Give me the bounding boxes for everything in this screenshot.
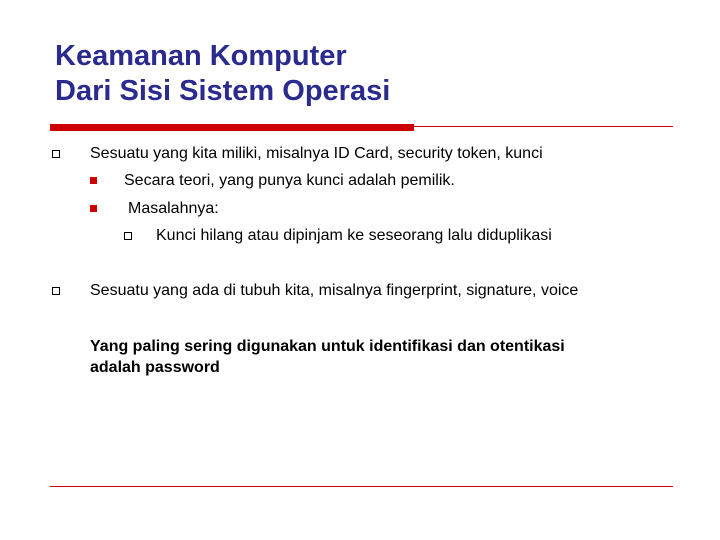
hollow-square-bullet-icon: [124, 232, 132, 240]
solid-square-bullet-icon: [90, 177, 97, 184]
summary-note-line-2: adalah password: [90, 359, 220, 376]
summary-note: [90, 336, 565, 378]
summary-note-line-1: Yang paling sering digunakan untuk identifikasi dan otentikasi: [90, 338, 565, 355]
hollow-square-bullet-icon: [52, 150, 60, 158]
sub-bullet-item-2: Masalahnya:: [128, 200, 219, 217]
hollow-square-bullet-icon: [52, 287, 60, 295]
title-accent-bar: [50, 124, 414, 131]
footer-divider-line: [50, 486, 673, 487]
slide-title-line-1: Keamanan Komputer: [55, 40, 347, 72]
solid-square-bullet-icon: [90, 205, 97, 212]
slide-title: [55, 39, 390, 109]
bullet-item-2: Sesuatu yang ada di tubuh kita, misalnya fingerprint, signature, voice: [90, 282, 579, 299]
sub-sub-bullet-item-1: Kunci hilang atau dipinjam ke seseorang lalu diduplikasi: [156, 227, 552, 244]
sub-bullet-item-1: Secara teori, yang punya kunci adalah pemilik.: [124, 172, 455, 189]
bullet-item-1: Sesuatu yang kita miliki, misalnya ID Card, security token, kunci: [90, 145, 543, 162]
slide-title-line-2: Dari Sisi Sistem Operasi: [55, 75, 391, 107]
